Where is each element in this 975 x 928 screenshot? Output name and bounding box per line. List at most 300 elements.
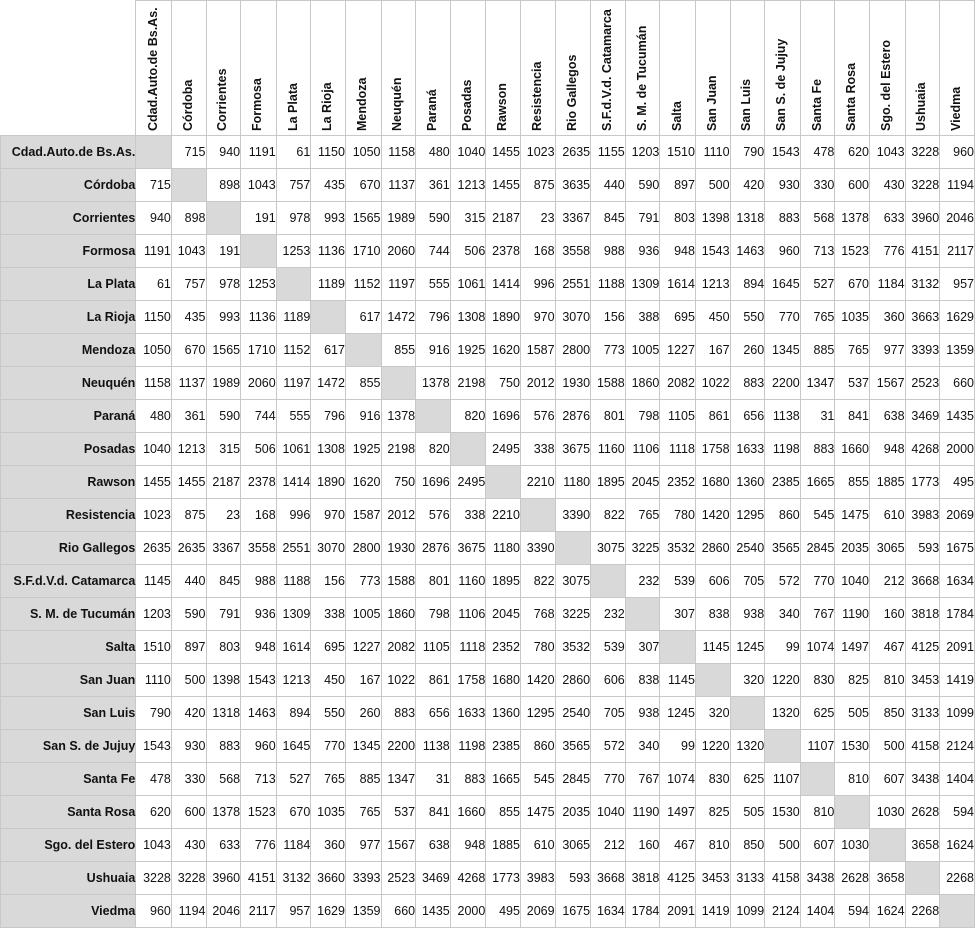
distance-cell: 2210 bbox=[520, 466, 555, 499]
distance-cell: 1455 bbox=[486, 169, 521, 202]
column-header bbox=[136, 1, 172, 136]
distance-cell: 3438 bbox=[800, 862, 835, 895]
distance-cell: 191 bbox=[241, 202, 277, 235]
diagonal-cell bbox=[835, 796, 870, 829]
distance-cell: 555 bbox=[416, 268, 451, 301]
diagonal-cell bbox=[800, 763, 835, 796]
column-header bbox=[730, 1, 765, 136]
distance-cell: 1191 bbox=[241, 136, 277, 169]
row-header-label: Formosa bbox=[1, 235, 136, 268]
distance-cell: 1989 bbox=[381, 202, 416, 235]
distance-cell: 232 bbox=[591, 598, 626, 631]
distance-cell: 883 bbox=[765, 202, 801, 235]
distance-cell: 467 bbox=[660, 829, 696, 862]
distance-cell: 936 bbox=[625, 235, 660, 268]
distance-cell: 883 bbox=[800, 433, 835, 466]
distance-cell: 1106 bbox=[450, 598, 486, 631]
distance-cell: 1145 bbox=[695, 631, 730, 664]
distance-cell: 860 bbox=[520, 730, 555, 763]
distance-cell: 545 bbox=[800, 499, 835, 532]
distance-cell: 1404 bbox=[800, 895, 835, 928]
distance-cell: 1398 bbox=[206, 664, 241, 697]
column-header-label: San S. de Jujuy bbox=[774, 38, 789, 131]
column-header-label: Neuquén bbox=[390, 77, 405, 131]
distance-cell: 798 bbox=[625, 400, 660, 433]
distance-cell: 1860 bbox=[625, 367, 660, 400]
table-row bbox=[1, 169, 975, 202]
distance-cell: 660 bbox=[381, 895, 416, 928]
row-header-label: Córdoba bbox=[1, 169, 136, 202]
distance-cell: 1925 bbox=[345, 433, 381, 466]
distance-cell: 1110 bbox=[136, 664, 172, 697]
distance-cell: 505 bbox=[730, 796, 765, 829]
distance-cell: 625 bbox=[730, 763, 765, 796]
diagonal-cell bbox=[276, 268, 311, 301]
distance-cell: 1614 bbox=[276, 631, 311, 664]
distance-cell: 1660 bbox=[835, 433, 870, 466]
distance-cell: 960 bbox=[765, 235, 801, 268]
distance-cell: 898 bbox=[206, 169, 241, 202]
distance-cell: 988 bbox=[591, 235, 626, 268]
distance-cell: 977 bbox=[345, 829, 381, 862]
distance-cell: 388 bbox=[625, 301, 660, 334]
distance-cell: 930 bbox=[765, 169, 801, 202]
distance-cell: 1253 bbox=[241, 268, 277, 301]
distance-cell: 3635 bbox=[555, 169, 591, 202]
distance-cell: 480 bbox=[136, 400, 172, 433]
distance-cell: 2800 bbox=[345, 532, 381, 565]
distance-cell: 948 bbox=[870, 433, 906, 466]
distance-cell: 539 bbox=[660, 565, 696, 598]
distance-cell: 1523 bbox=[835, 235, 870, 268]
distance-cell: 1191 bbox=[136, 235, 172, 268]
distance-cell: 3070 bbox=[555, 301, 591, 334]
distance-cell: 607 bbox=[870, 763, 906, 796]
distance-cell: 1203 bbox=[625, 136, 660, 169]
column-header bbox=[905, 1, 940, 136]
distance-cell: 320 bbox=[730, 664, 765, 697]
distance-cell: 1895 bbox=[591, 466, 626, 499]
distance-cell: 757 bbox=[276, 169, 311, 202]
distance-cell: 1160 bbox=[450, 565, 486, 598]
distance-cell: 1680 bbox=[695, 466, 730, 499]
distance-cell: 1040 bbox=[136, 433, 172, 466]
distance-cell: 1497 bbox=[660, 796, 696, 829]
distance-cell: 916 bbox=[345, 400, 381, 433]
distance-cell: 156 bbox=[311, 565, 346, 598]
distance-cell: 2876 bbox=[555, 400, 591, 433]
distance-cell: 1710 bbox=[345, 235, 381, 268]
distance-cell: 3469 bbox=[905, 400, 940, 433]
distance-cell: 167 bbox=[695, 334, 730, 367]
distance-cell: 576 bbox=[520, 400, 555, 433]
distance-cell: 2551 bbox=[555, 268, 591, 301]
distance-cell: 2635 bbox=[136, 532, 172, 565]
distance-cell: 506 bbox=[450, 235, 486, 268]
distance-cell: 478 bbox=[800, 136, 835, 169]
distance-cell: 590 bbox=[171, 598, 206, 631]
diagonal-cell bbox=[171, 169, 206, 202]
distance-cell: 948 bbox=[660, 235, 696, 268]
distance-cell: 773 bbox=[591, 334, 626, 367]
distance-cell: 1510 bbox=[136, 631, 172, 664]
distance-cell: 1360 bbox=[486, 697, 521, 730]
row-header-label: Corrientes bbox=[1, 202, 136, 235]
distance-cell: 767 bbox=[625, 763, 660, 796]
distance-cell: 750 bbox=[486, 367, 521, 400]
distance-cell: 1414 bbox=[276, 466, 311, 499]
distance-cell: 1022 bbox=[695, 367, 730, 400]
row-header-label: Rio Gallegos bbox=[1, 532, 136, 565]
distance-cell: 2860 bbox=[555, 664, 591, 697]
column-header bbox=[870, 1, 906, 136]
distance-cell: 1378 bbox=[835, 202, 870, 235]
distance-cell: 1138 bbox=[765, 400, 801, 433]
distance-cell: 3469 bbox=[416, 862, 451, 895]
distance-cell: 168 bbox=[241, 499, 277, 532]
distance-cell: 1378 bbox=[416, 367, 451, 400]
distance-cell: 883 bbox=[206, 730, 241, 763]
distance-cell: 99 bbox=[660, 730, 696, 763]
distance-cell: 360 bbox=[311, 829, 346, 862]
distance-cell: 850 bbox=[870, 697, 906, 730]
distance-cell: 3663 bbox=[905, 301, 940, 334]
table-row bbox=[1, 598, 975, 631]
table-row bbox=[1, 796, 975, 829]
distance-cell: 1213 bbox=[695, 268, 730, 301]
distance-cell: 4151 bbox=[905, 235, 940, 268]
distance-cell: 307 bbox=[660, 598, 696, 631]
distance-cell: 1137 bbox=[381, 169, 416, 202]
distance-cell: 1203 bbox=[136, 598, 172, 631]
distance-cell: 883 bbox=[450, 763, 486, 796]
distance-cell: 2035 bbox=[835, 532, 870, 565]
distance-cell: 978 bbox=[206, 268, 241, 301]
column-header bbox=[520, 1, 555, 136]
distance-cell: 838 bbox=[695, 598, 730, 631]
column-header-label: Rawson bbox=[495, 83, 510, 131]
distance-cell: 803 bbox=[660, 202, 696, 235]
distance-cell: 776 bbox=[870, 235, 906, 268]
distance-cell: 2045 bbox=[625, 466, 660, 499]
distance-cell: 607 bbox=[800, 829, 835, 862]
distance-cell: 361 bbox=[171, 400, 206, 433]
distance-cell: 770 bbox=[800, 565, 835, 598]
distance-cell: 315 bbox=[206, 433, 241, 466]
row-header-label: Mendoza bbox=[1, 334, 136, 367]
distance-cell: 2060 bbox=[241, 367, 277, 400]
row-header-label: Rawson bbox=[1, 466, 136, 499]
distance-cell: 1378 bbox=[381, 400, 416, 433]
diagonal-cell bbox=[625, 598, 660, 631]
distance-cell: 1295 bbox=[730, 499, 765, 532]
row-header-label: S.F.d.V.d. Catamarca bbox=[1, 565, 136, 598]
distance-cell: 2876 bbox=[416, 532, 451, 565]
distance-cell: 996 bbox=[520, 268, 555, 301]
distance-cell: 2200 bbox=[381, 730, 416, 763]
distance-cell: 897 bbox=[171, 631, 206, 664]
distance-cell: 1398 bbox=[695, 202, 730, 235]
distance-cell: 527 bbox=[800, 268, 835, 301]
distance-cell: 3367 bbox=[206, 532, 241, 565]
distance-cell: 1530 bbox=[835, 730, 870, 763]
distance-cell: 3960 bbox=[905, 202, 940, 235]
diagonal-cell bbox=[660, 631, 696, 664]
distance-cell: 1245 bbox=[730, 631, 765, 664]
distance-cell: 1022 bbox=[381, 664, 416, 697]
distance-cell: 988 bbox=[241, 565, 277, 598]
distance-cell: 638 bbox=[870, 400, 906, 433]
distance-cell: 803 bbox=[206, 631, 241, 664]
distance-cell: 478 bbox=[136, 763, 172, 796]
distance-cell: 861 bbox=[416, 664, 451, 697]
distance-cell: 656 bbox=[416, 697, 451, 730]
distance-cell: 810 bbox=[835, 763, 870, 796]
distance-cell: 1227 bbox=[660, 334, 696, 367]
distance-cell: 1308 bbox=[311, 433, 346, 466]
distance-cell: 593 bbox=[905, 532, 940, 565]
distance-cell: 1194 bbox=[171, 895, 206, 928]
distance-cell: 156 bbox=[591, 301, 626, 334]
distance-cell: 801 bbox=[591, 400, 626, 433]
column-header-label: Viedma bbox=[949, 86, 964, 131]
table-row bbox=[1, 400, 975, 433]
distance-cell: 1629 bbox=[940, 301, 975, 334]
distance-cell: 2352 bbox=[486, 631, 521, 664]
distance-cell: 1105 bbox=[660, 400, 696, 433]
distance-cell: 768 bbox=[520, 598, 555, 631]
distance-cell: 1320 bbox=[730, 730, 765, 763]
distance-cell: 1587 bbox=[520, 334, 555, 367]
distance-cell: 420 bbox=[171, 697, 206, 730]
distance-cell: 810 bbox=[870, 664, 906, 697]
distance-cell: 1455 bbox=[486, 136, 521, 169]
distance-cell: 898 bbox=[171, 202, 206, 235]
distance-cell: 3065 bbox=[555, 829, 591, 862]
distance-cell: 1188 bbox=[276, 565, 311, 598]
distance-cell: 1318 bbox=[730, 202, 765, 235]
distance-cell: 160 bbox=[625, 829, 660, 862]
distance-cell: 4268 bbox=[450, 862, 486, 895]
distance-cell: 590 bbox=[206, 400, 241, 433]
column-header bbox=[241, 1, 277, 136]
column-header bbox=[206, 1, 241, 136]
distance-cell: 212 bbox=[870, 565, 906, 598]
distance-cell: 1360 bbox=[730, 466, 765, 499]
distance-cell: 936 bbox=[241, 598, 277, 631]
distance-cell: 550 bbox=[311, 697, 346, 730]
distance-cell: 1308 bbox=[450, 301, 486, 334]
distance-cell: 1198 bbox=[765, 433, 801, 466]
distance-cell: 2378 bbox=[241, 466, 277, 499]
diagonal-cell bbox=[520, 499, 555, 532]
distance-cell: 1136 bbox=[241, 301, 277, 334]
distance-cell: 1784 bbox=[625, 895, 660, 928]
table-row bbox=[1, 631, 975, 664]
distance-cell: 1197 bbox=[276, 367, 311, 400]
distance-cell: 600 bbox=[835, 169, 870, 202]
distance-cell: 590 bbox=[416, 202, 451, 235]
distance-cell: 1925 bbox=[450, 334, 486, 367]
distance-cell: 3668 bbox=[591, 862, 626, 895]
distance-cell: 860 bbox=[765, 499, 801, 532]
distance-cell: 495 bbox=[940, 466, 975, 499]
distance-cell: 897 bbox=[660, 169, 696, 202]
row-header-label: San Juan bbox=[1, 664, 136, 697]
distance-cell: 875 bbox=[520, 169, 555, 202]
column-header bbox=[940, 1, 975, 136]
distance-cell: 2035 bbox=[555, 796, 591, 829]
distance-cell: 1213 bbox=[450, 169, 486, 202]
distance-cell: 767 bbox=[800, 598, 835, 631]
column-header bbox=[555, 1, 591, 136]
distance-cell: 1198 bbox=[450, 730, 486, 763]
distance-cell: 757 bbox=[171, 268, 206, 301]
distance-cell: 568 bbox=[206, 763, 241, 796]
diagonal-cell bbox=[695, 664, 730, 697]
distance-cell: 23 bbox=[206, 499, 241, 532]
distance-cell: 841 bbox=[416, 796, 451, 829]
column-header bbox=[381, 1, 416, 136]
distance-cell: 3658 bbox=[870, 862, 906, 895]
column-header-label: Ushuaia bbox=[914, 82, 929, 131]
distance-cell: 1475 bbox=[520, 796, 555, 829]
distance-cell: 4151 bbox=[241, 862, 277, 895]
distance-cell: 361 bbox=[416, 169, 451, 202]
table-body bbox=[1, 136, 975, 928]
distance-cell: 2069 bbox=[520, 895, 555, 928]
column-header bbox=[591, 1, 626, 136]
distance-cell: 3660 bbox=[311, 862, 346, 895]
distance-cell: 1890 bbox=[486, 301, 521, 334]
distance-cell: 822 bbox=[520, 565, 555, 598]
distance-cell: 1023 bbox=[136, 499, 172, 532]
distance-cell: 555 bbox=[276, 400, 311, 433]
diagonal-cell bbox=[416, 400, 451, 433]
distance-cell: 1680 bbox=[486, 664, 521, 697]
distance-cell: 1419 bbox=[695, 895, 730, 928]
distance-cell: 1158 bbox=[381, 136, 416, 169]
distance-cell: 3565 bbox=[555, 730, 591, 763]
distance-cell: 1158 bbox=[136, 367, 172, 400]
distance-cell: 1588 bbox=[381, 565, 416, 598]
distance-cell: 773 bbox=[345, 565, 381, 598]
distance-cell: 820 bbox=[416, 433, 451, 466]
distance-cell: 1675 bbox=[555, 895, 591, 928]
distance-cell: 320 bbox=[695, 697, 730, 730]
distance-cell: 338 bbox=[520, 433, 555, 466]
distance-cell: 3228 bbox=[171, 862, 206, 895]
distance-cell: 1567 bbox=[381, 829, 416, 862]
distance-cell: 3132 bbox=[905, 268, 940, 301]
row-header-label: Sgo. del Estero bbox=[1, 829, 136, 862]
column-header-label: Mendoza bbox=[355, 77, 370, 131]
column-header bbox=[765, 1, 801, 136]
distance-cell: 1588 bbox=[591, 367, 626, 400]
distance-cell: 500 bbox=[765, 829, 801, 862]
distance-cell: 617 bbox=[345, 301, 381, 334]
distance-cell: 2045 bbox=[486, 598, 521, 631]
distance-cell: 1930 bbox=[555, 367, 591, 400]
distance-cell: 1510 bbox=[660, 136, 696, 169]
distance-cell: 3133 bbox=[730, 862, 765, 895]
distance-cell: 3818 bbox=[625, 862, 660, 895]
distance-cell: 3393 bbox=[905, 334, 940, 367]
distance-cell: 1624 bbox=[870, 895, 906, 928]
distance-cell: 420 bbox=[730, 169, 765, 202]
distance-cell: 978 bbox=[276, 202, 311, 235]
distance-cell: 1118 bbox=[660, 433, 696, 466]
column-header-label: Posadas bbox=[460, 79, 475, 131]
distance-cell: 340 bbox=[625, 730, 660, 763]
distance-cell: 2046 bbox=[206, 895, 241, 928]
row-header-label: San S. de Jujuy bbox=[1, 730, 136, 763]
distance-cell: 2268 bbox=[905, 895, 940, 928]
distance-cell: 796 bbox=[311, 400, 346, 433]
row-header-label: Cdad.Auto.de Bs.As. bbox=[1, 136, 136, 169]
distance-cell: 1530 bbox=[765, 796, 801, 829]
distance-cell: 212 bbox=[591, 829, 626, 862]
column-header bbox=[486, 1, 521, 136]
diagonal-cell bbox=[905, 862, 940, 895]
distance-cell: 505 bbox=[835, 697, 870, 730]
column-header bbox=[835, 1, 870, 136]
distance-cell: 1099 bbox=[730, 895, 765, 928]
distance-cell: 970 bbox=[520, 301, 555, 334]
column-header bbox=[276, 1, 311, 136]
distance-cell: 1145 bbox=[136, 565, 172, 598]
distance-cell: 820 bbox=[450, 400, 486, 433]
distance-cell: 2000 bbox=[450, 895, 486, 928]
distance-cell: 2551 bbox=[276, 532, 311, 565]
distance-cell: 61 bbox=[276, 136, 311, 169]
distance-cell: 1197 bbox=[381, 268, 416, 301]
distance-cell: 744 bbox=[416, 235, 451, 268]
distance-cell: 3668 bbox=[905, 565, 940, 598]
distance-cell: 916 bbox=[416, 334, 451, 367]
distance-cell: 796 bbox=[416, 301, 451, 334]
distance-cell: 500 bbox=[695, 169, 730, 202]
distance-cell: 940 bbox=[206, 136, 241, 169]
distance-cell: 1030 bbox=[870, 796, 906, 829]
row-header-label: Santa Fe bbox=[1, 763, 136, 796]
distance-cell: 695 bbox=[660, 301, 696, 334]
distance-cell: 2187 bbox=[486, 202, 521, 235]
column-header-label: Cdad.Auto.de Bs.As. bbox=[145, 7, 160, 131]
distance-cell: 99 bbox=[765, 631, 801, 664]
column-header bbox=[625, 1, 660, 136]
distance-cell: 861 bbox=[695, 400, 730, 433]
distance-cell: 1497 bbox=[835, 631, 870, 664]
distance-cell: 3075 bbox=[591, 532, 626, 565]
distance-cell: 1245 bbox=[660, 697, 696, 730]
table-row bbox=[1, 202, 975, 235]
diagonal-cell bbox=[765, 730, 801, 763]
distance-cell: 1043 bbox=[870, 136, 906, 169]
distance-cell: 2495 bbox=[450, 466, 486, 499]
distance-cell: 1885 bbox=[870, 466, 906, 499]
distance-cell: 1061 bbox=[276, 433, 311, 466]
column-header bbox=[171, 1, 206, 136]
distance-cell: 3390 bbox=[555, 499, 591, 532]
distance-cell: 1253 bbox=[276, 235, 311, 268]
distance-cell: 790 bbox=[136, 697, 172, 730]
distance-cell: 810 bbox=[800, 796, 835, 829]
column-header-label: Sgo. del Estero bbox=[879, 40, 894, 131]
distance-cell: 798 bbox=[416, 598, 451, 631]
distance-cell: 480 bbox=[416, 136, 451, 169]
table-row bbox=[1, 235, 975, 268]
